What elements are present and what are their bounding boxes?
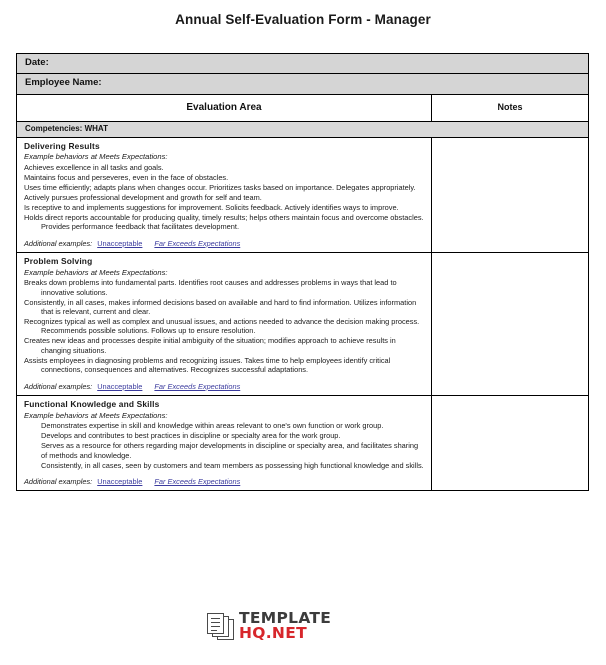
additional-examples	[24, 477, 425, 486]
notes-cell-problem-solving[interactable]	[432, 252, 589, 395]
link-unacceptable[interactable]: Unacceptable	[97, 381, 143, 391]
behavior-item: Breaks down problems into fundamental parts. Identifies root causes and addresses problems in ways that lead to innovative solutions.	[24, 278, 397, 297]
header-notes: Notes	[432, 94, 589, 121]
section-row-problem-solving	[17, 252, 589, 395]
behavior-item: Consistently, in all cases, makes informed decisions based on available and hard to find information. Utilizes information that is relevant, current and clear.	[24, 297, 417, 316]
behavior-item: Creates new ideas and processes despite initial ambiguity of the situation; modifies approach to achieve results in changing situations.	[24, 336, 396, 355]
additional-examples	[24, 382, 425, 391]
section-subtitle: Example behaviors at Meets Expectations:	[24, 267, 168, 277]
behavior-list	[24, 163, 425, 232]
date-row	[17, 54, 589, 74]
watermark-text	[239, 611, 331, 641]
watermark-logo	[206, 611, 331, 641]
section-cell-problem-solving	[17, 252, 432, 395]
additional-examples-label: Additional examples:	[24, 381, 93, 391]
watermark-line-1: TEMPLATE	[239, 609, 332, 627]
competencies-band-label: Competencies: WHAT	[17, 121, 589, 137]
notes-cell-delivering-results[interactable]	[432, 137, 589, 252]
section-cell-functional-knowledge-and-skills	[17, 396, 432, 491]
employee-name-field-label[interactable]: Employee Name:	[17, 74, 589, 94]
section-subtitle: Example behaviors at Meets Expectations:	[24, 410, 168, 420]
behavior-item: Consistently, in all cases, seen by customers and team members as possessing high functional knowledge and skills.	[41, 460, 424, 470]
behavior-item: Is receptive to and implements suggestions for improvement. Solicits feedback. Actively identifies ways to improve.	[24, 202, 399, 212]
section-title: Delivering Results	[24, 140, 100, 151]
behavior-item: Actively pursues professional development and growth for self and team.	[24, 192, 262, 202]
competencies-band-row	[17, 121, 589, 137]
behavior-item: Maintains focus and perseveres, even in the face of obstacles.	[24, 172, 229, 182]
header-evaluation-area: Evaluation Area	[17, 94, 432, 121]
section-row-delivering-results	[17, 137, 589, 252]
section-title: Problem Solving	[24, 255, 93, 266]
behavior-list	[24, 278, 425, 375]
behavior-item: Demonstrates expertise in skill and knowledge within areas relevant to one's own function or work group.	[41, 421, 384, 431]
behavior-item: Holds direct reports accountable for producing quality, timely results; helps others maintain focus and overcome obstacles. Provides performance feedback that facilitates development.	[24, 212, 424, 232]
link-far-exceeds-expectations[interactable]: Far Exceeds Expectations	[154, 477, 241, 487]
behavior-item: Serves as a resource for others regarding major developments in discipline or specialty area, and facilitates sharing of methods and knowledge.	[41, 441, 419, 460]
section-cell-delivering-results	[17, 137, 432, 252]
behavior-item: Achieves excellence in all tasks and goals.	[24, 162, 164, 172]
employee-name-row	[17, 74, 589, 94]
link-unacceptable[interactable]: Unacceptable	[97, 477, 143, 487]
section-row-functional-knowledge-and-skills	[17, 396, 589, 491]
link-far-exceeds-expectations[interactable]: Far Exceeds Expectations	[154, 381, 241, 391]
section-subtitle: Example behaviors at Meets Expectations:	[24, 152, 168, 162]
date-field-label[interactable]: Date:	[17, 54, 589, 74]
section-title: Functional Knowledge and Skills	[24, 399, 160, 410]
page-title: Annual Self-Evaluation Form - Manager	[175, 12, 431, 27]
behavior-item: Develops and contributes to best practices in discipline or specialty area for the work group.	[41, 431, 341, 441]
additional-examples-label: Additional examples:	[24, 238, 93, 248]
additional-examples	[24, 239, 425, 248]
additional-examples-label: Additional examples:	[24, 477, 93, 487]
column-headers-row	[17, 94, 589, 121]
link-unacceptable[interactable]: Unacceptable	[97, 238, 143, 248]
notes-cell-functional-knowledge-and-skills[interactable]	[432, 396, 589, 491]
behavior-item: Uses time efficiently; adapts plans when changes occur. Prioritizes tasks based on importance. Delegates appropriately.	[24, 182, 416, 192]
evaluation-form-table-wrapper	[16, 53, 588, 491]
behavior-item: Assists employees in diagnosing problems and recognizing issues. Takes time to help employees identify critical connections, consequences and alternatives. Recognizes successful adaptations.	[24, 355, 391, 375]
watermark-line-2: HQ.NET	[239, 624, 307, 643]
behavior-item: Recognizes typical as well as complex and unusual issues, and actions needed to advance the decision making process. Recommends possible solutions. Follows up to ensure resolution.	[24, 316, 420, 336]
stacked-documents-icon	[206, 612, 236, 641]
behavior-list	[24, 421, 425, 470]
evaluation-form-table	[16, 53, 589, 491]
link-far-exceeds-expectations[interactable]: Far Exceeds Expectations	[154, 238, 241, 248]
